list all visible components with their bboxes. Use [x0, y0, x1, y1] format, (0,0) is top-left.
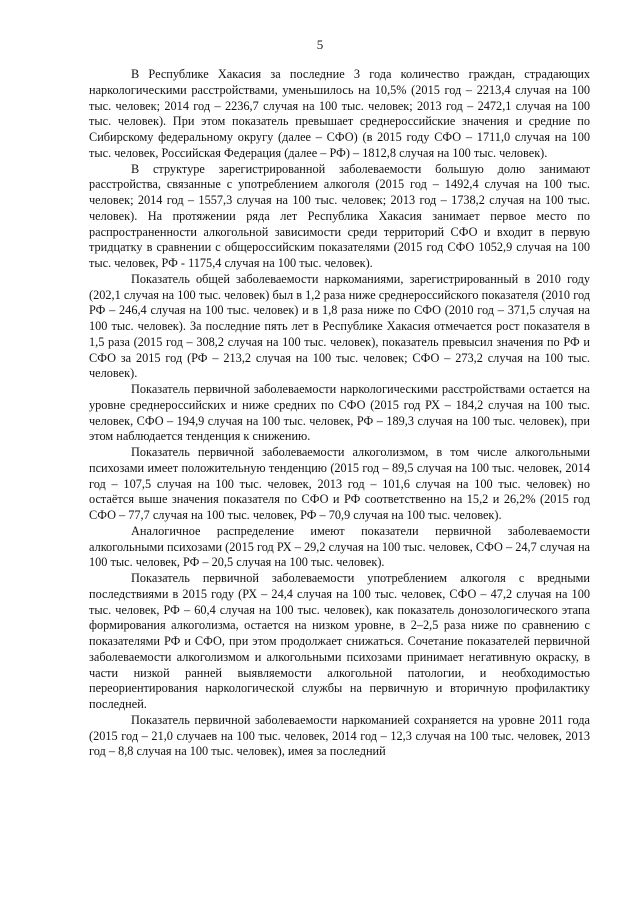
paragraph-alcoholic-psychoses: Аналогичное распределение имеют показатели первичной заболеваемости алкогольными психозами (2015 год РХ – 29,2 случая на 100 тыс. человек, СФО – 24,7 случая на 100 тыс. человек, РФ – 20,5 случая на 100 тыс. человек). [89, 523, 590, 570]
paragraph-primary-narcological-incidence: Показатель первичной заболеваемости наркологическими расстройствами остается на уровне среднероссийских и ниже средних по СФО (2015 год РХ – 184,2 случая на 100 тыс. человек, СФО – 194,9 случая на 100 тыс. человек, РФ – 189,3 случая на 100 тыс. человек), при этом наблюдается тенденция к снижению. [89, 382, 590, 444]
paragraph-harmful-alcohol-use: Показатель первичной заболеваемости употреблением алкоголя с вредными последствиями в 2015 году (РХ – 24,4 случая на 100 тыс. человек, СФО – 47,2 случая на 100 тыс. человек, РФ – 60,4 случая на 100 тыс. человек), как показатель донозологического этапа формирования алкоголизма, остается на низком уровне, в 2–2,5 раза ниже по сравнению с показателями РФ и СФО, при этом продолжает снижаться. Сочетание показателей первичной заболеваемости алкоголизмом и алкогольными психозами принимает негативную окраску, в части низкой ранней выявляемости алкогольной патологии, и необходимостью переориентирования наркологической службы на первичную и вторичную профилактику последней. [89, 571, 590, 711]
paragraph-primary-alcoholism-incidence: Показатель первичной заболеваемости алкоголизмом, в том числе алкогольными психозами имеет положительную тенденцию (2015 год – 89,5 случая на 100 тыс. человек, 2014 год – 107,5 случая на 100 тыс. человек, 2013 год – 101,6 случая на 100 тыс. человек) но остаётся выше значения показателя по СФО и РФ соответственно на 15,2 и 26,2% (2015 год СФО – 77,7 случая на 100 тыс. человек, РФ – 70,9 случая на 100 тыс. человек). [89, 445, 590, 522]
paragraph-drug-addiction-incidence: Показатель общей заболеваемости наркоманиями, зарегистрированный в 2010 году (202,1 случая на 100 тыс. человек) был в 1,2 раза ниже среднероссийского показателя (2010 год РФ – 246,4 случая на 100 тыс. человек) и в 1,8 раза ниже по СФО (2010 год – 371,5 случая на 100 тыс. человек). За последние пять лет в Республике Хакасия отмечается рост показателя в 1,5 раза (2015 год – 308,2 случая на 100 тыс. человек), показатель превысил значения по РФ и СФО за 2015 год (РФ – 213,2 случая на 100 тыс. человек; СФО – 273,2 случая на 100 тыс. человек). [89, 271, 590, 381]
paragraph-drug-disorders-overview: В Республике Хакасия за последние 3 года количество граждан, страдающих наркологическими расстройствами, уменьшилось на 10,5% (2015 год – 2213,4 случая на 100 тыс. человек; 2014 год – 2236,7 случая на 100 тыс. человек; 2013 год – 2472,1 случая на 100 тыс. человек). При этом показатель превышает среднероссийские значения и средние по Сибирскому федеральному округу (далее – СФО) (в 2015 году СФО – 1711,0 случая на 100 тыс. человек, Российская Федерация (далее – РФ) – 1812,8 случая на 100 тыс. человек). [89, 67, 590, 160]
document-body [89, 67, 590, 760]
page-number: 5 [316, 37, 324, 52]
paragraph-primary-drug-addiction: Показатель первичной заболеваемости наркоманией сохраняется на уровне 2011 года (2015 год – 21,0 случаев на 100 тыс. человек, 2014 год – 12,3 случая на 100 тыс. человек, 2013 год – 8,8 случая на 100 тыс. человек), имея за последний [89, 712, 590, 759]
paragraph-alcohol-disorders-structure: В структуре зарегистрированной заболеваемости большую долю занимают расстройства, связанные с употреблением алкоголя (2015 год – 1492,4 случая на 100 тыс. человек; 2014 год – 1557,3 случая на 100 тыс. человек; 2013 год – 1738,2 случая на 100 тыс. человек). На протяжении ряда лет Республика Хакасия занимает первое место по распространенности алкогольной зависимости среди территорий СФО и входит в первую тридцатку в сравнении с общероссийским показателями (2015 год СФО 1052,9 случая на 100 тыс. человек, РФ - 1175,4 случая на 100 тыс. человек). [89, 161, 590, 270]
